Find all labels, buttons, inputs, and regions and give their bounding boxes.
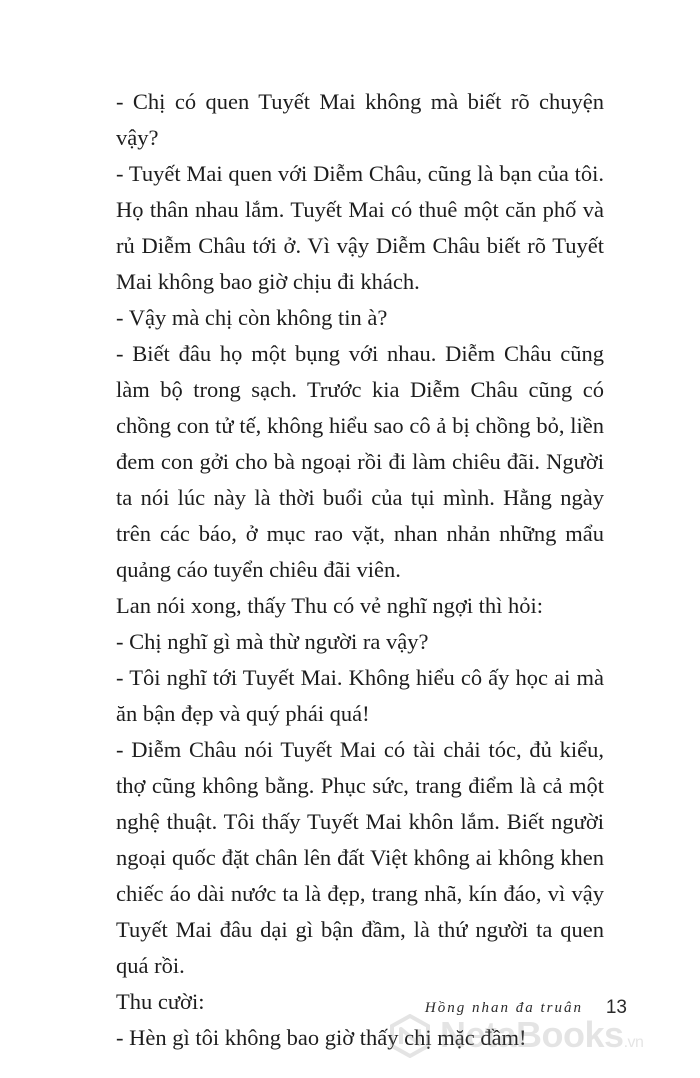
paragraph: - Biết đâu họ một bụng với nhau. Diễm Châu cũng làm bộ trong sạch. Trước kia Diễm Châu cũng có chồng con tử tế, không hiểu sao cô ả bị chồng bỏ, liền đem con gởi cho bà ngoại rồi đi làm chiêu đãi. Người ta nói lúc này là thời buổi của tụi mình. Hằng ngày trên các báo, ở mục rao vặt, nhan nhản những mẩu quảng cáo tuyển chiêu đãi viên. xyxy=(116,341,604,582)
page-number: 13 xyxy=(605,997,627,1018)
paragraph: - Diễm Châu nói Tuyết Mai có tài chải tóc, đủ kiểu, thợ cũng không bằng. Phục sức, trang điểm là cả một nghệ thuật. Tôi thấy Tuyết Mai khôn lắm. Biết người ngoại quốc đặt chân lên đất Việt không ai không khen chiếc áo dài nước ta là đẹp, trang nhã, kín đáo, vì vậy Tuyết Mai đâu dại gì bận đầm, là thứ người ta quen quá rồi. xyxy=(116,737,604,978)
paragraph: - Hèn gì tôi không bao giờ thấy chị mặc đầm! xyxy=(116,1025,527,1050)
watermark-brand: NetaBooks xyxy=(440,1014,624,1055)
page-body-text xyxy=(116,84,604,1056)
paragraph: Lan nói xong, thấy Thu có vẻ nghĩ ngợi thì hỏi: xyxy=(116,593,544,618)
paragraph: - Tuyết Mai quen với Diễm Châu, cũng là bạn của tôi. Họ thân nhau lắm. Tuyết Mai có thuê một căn phố và rủ Diễm Châu tới ở. Vì vậy Diễm Châu biết rõ Tuyết Mai không bao giờ chịu đi khách. xyxy=(116,161,604,294)
paragraph: - Tôi nghĩ tới Tuyết Mai. Không hiểu cô ấy học ai mà ăn bận đẹp và quý phái quá! xyxy=(116,665,604,726)
paragraph: Thu cười: xyxy=(116,989,205,1014)
running-title: Hồng nhan đa truân xyxy=(424,1000,583,1016)
watermark-text xyxy=(440,1014,643,1056)
paragraph: - Chị có quen Tuyết Mai không mà biết rõ chuyện vậy? xyxy=(116,89,604,150)
watermark xyxy=(388,1012,688,1062)
paragraph: - Chị nghĩ gì mà thừ người ra vậy? xyxy=(116,629,429,654)
paragraph: - Vậy mà chị còn không tin à? xyxy=(116,305,388,330)
watermark-suffix: .vn xyxy=(623,1034,644,1051)
netabooks-logo-icon xyxy=(388,1014,432,1058)
